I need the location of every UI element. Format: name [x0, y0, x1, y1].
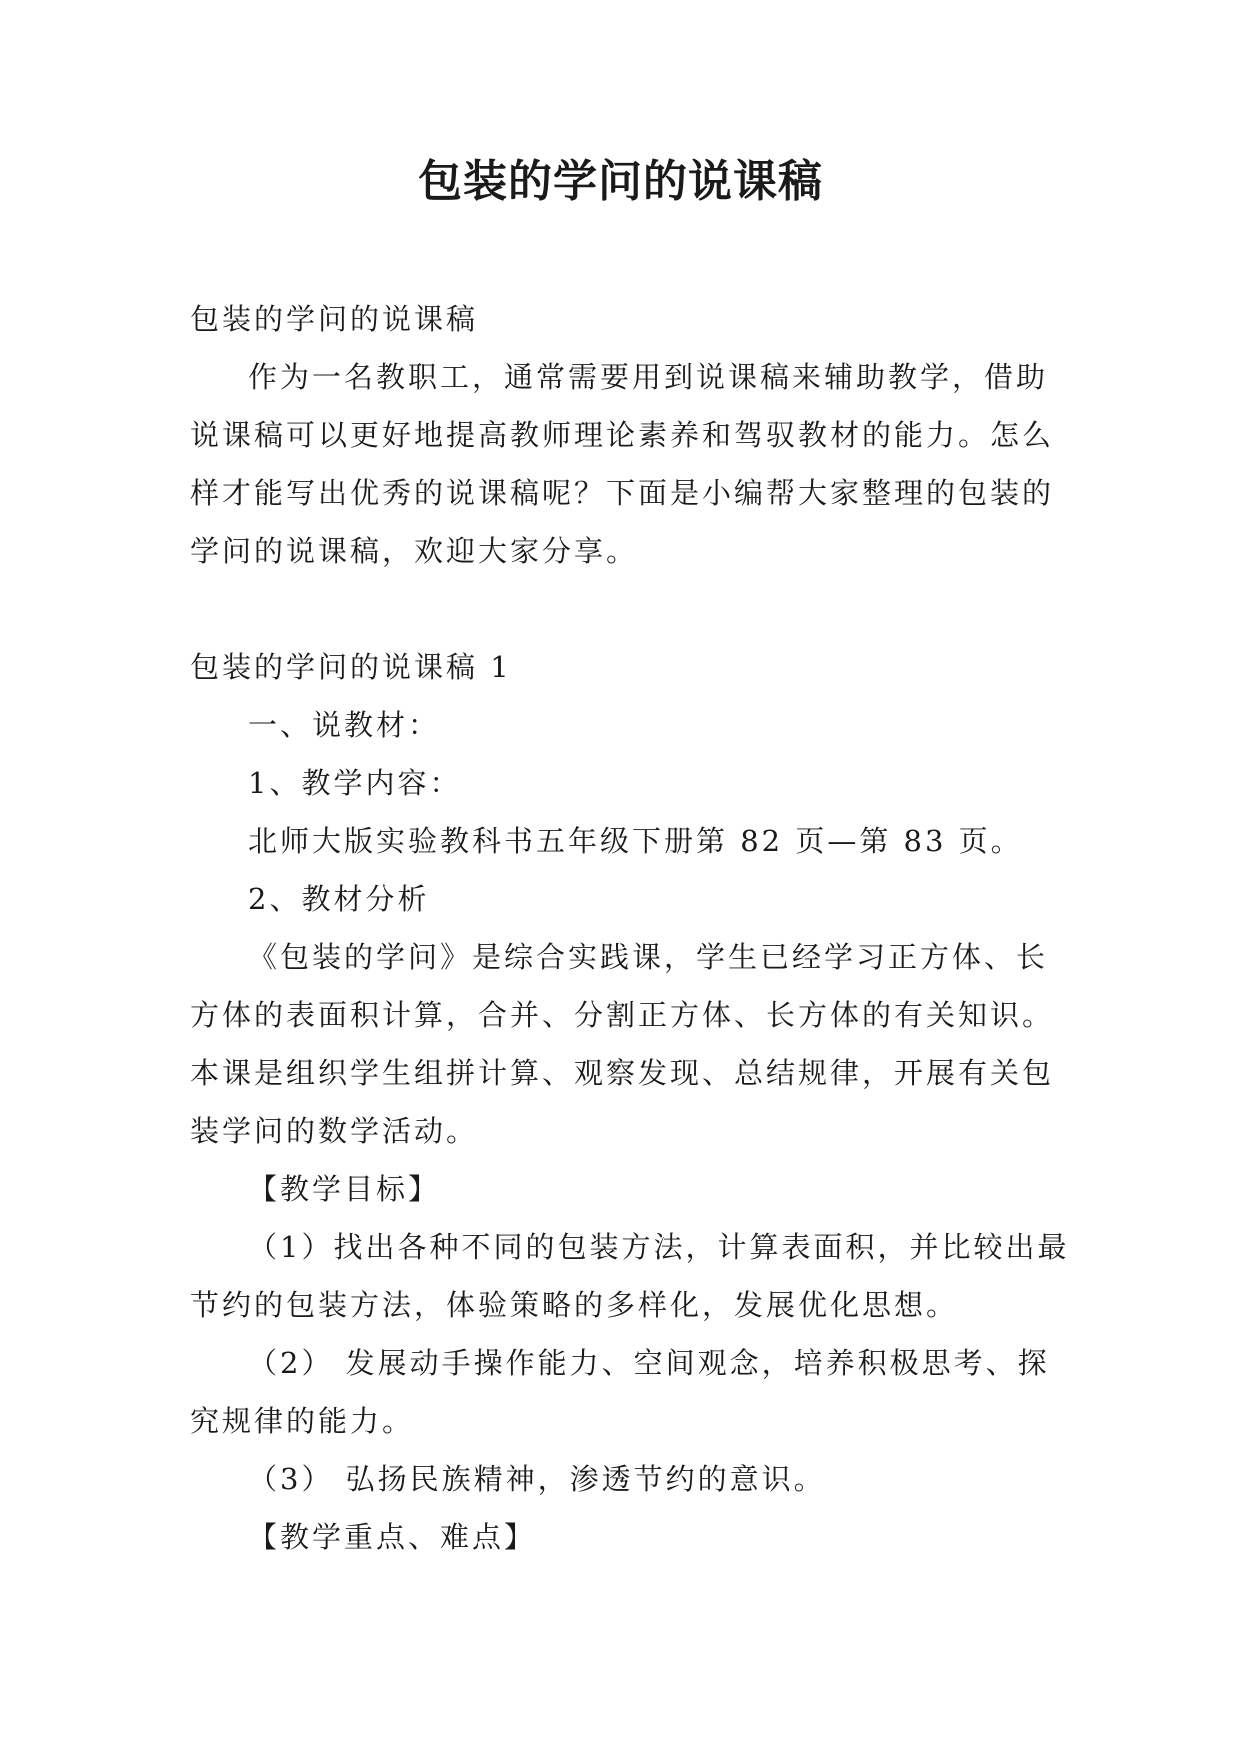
item-teaching-content-text: 北师大版实验教科书五年级下册第 82 页—第 83 页。 [248, 824, 1023, 858]
goal-2: （2） 发展动手操作能力、空间观念，培养积极思考、探究规律的能力。 [190, 1346, 1050, 1438]
item-teaching-content-title: 1、教学内容： [248, 766, 462, 800]
document-body [190, 290, 1070, 1566]
subtitle: 包装的学问的说课稿 [190, 302, 479, 336]
item-textbook-analysis-text: 《包装的学问》是综合实践课，学生已经学习正方体、长方体的表面积计算，合并、分割正方体、长方体的有关知识。本课是组织学生组拼计算、观察发现、总结规律，开展有关包装学问的数学活动。 [190, 940, 1055, 1148]
spacer [190, 580, 1070, 638]
heading-key-points: 【教学重点、难点】 [248, 1520, 537, 1554]
item-textbook-analysis-title: 2、教材分析 [248, 882, 430, 916]
heading-textbook: 一、说教材： [248, 708, 441, 742]
goal-3: （3） 弘扬民族精神，渗透节约的意识。 [248, 1462, 826, 1496]
heading-teaching-goals: 【教学目标】 [248, 1172, 441, 1206]
section-title: 包装的学问的说课稿 1 [190, 650, 512, 684]
document-title: 包装的学问的说课稿 [418, 156, 823, 207]
intro-paragraph: 作为一名教职工，通常需要用到说课稿来辅助教学，借助说课稿可以更好地提高教师理论素养和驾驭教材的能力。怎么样才能写出优秀的说课稿呢？下面是小编帮大家整理的包装的学问的说课稿，欢迎大家分享。 [190, 360, 1055, 568]
goal-1: （1）找出各种不同的包装方法，计算表面积，并比较出最节约的包装方法，体验策略的多样化，发展优化思想。 [190, 1230, 1070, 1322]
